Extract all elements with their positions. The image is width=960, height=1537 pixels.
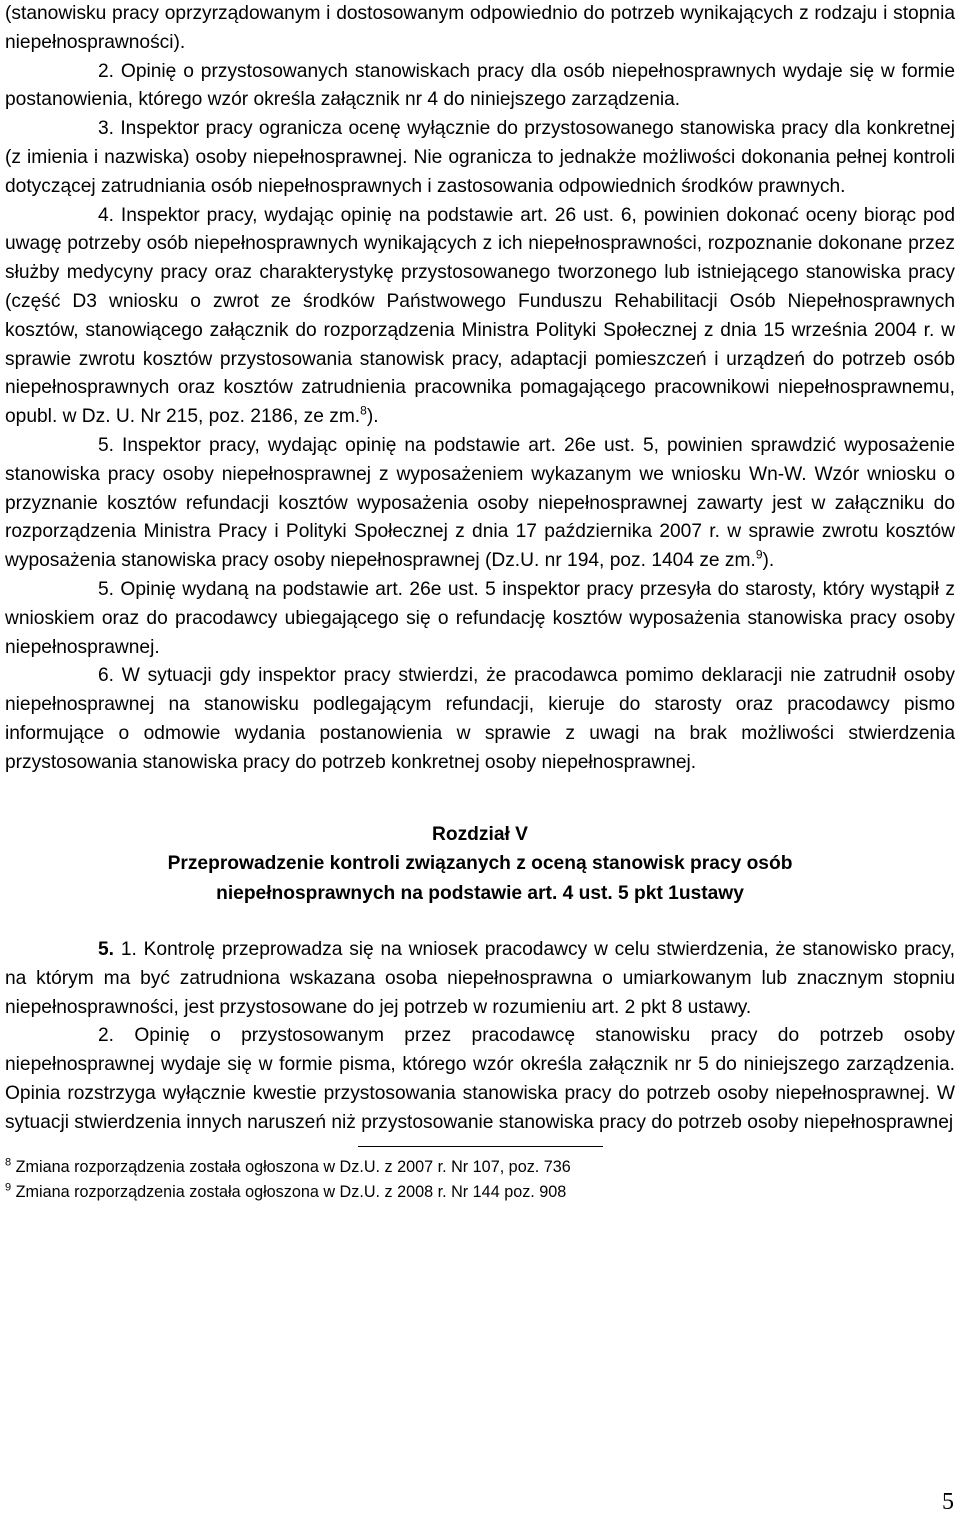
chapter-title-line-1: Przeprowadzenie kontroli związanych z oceną stanowisk pracy osób bbox=[167, 853, 793, 875]
footnote-ref-8: 8 bbox=[360, 403, 367, 418]
paragraph-2: 2. Opinię o przystosowanych stanowiskach pracy dla osób niepełnosprawnych wydaje się w formie postanowienia, którego wzór określa załącznik nr 4 do niniejszego zarządzenia. bbox=[5, 60, 955, 111]
page-number: 5 bbox=[942, 1489, 954, 1515]
paragraph-4 bbox=[5, 202, 955, 432]
footnotes bbox=[5, 1155, 955, 1205]
footnote-number: 8 bbox=[5, 1156, 12, 1169]
footnote-8 bbox=[5, 1155, 955, 1180]
chapter-title-line-2: niepełnosprawnych na podstawie art. 4 ust. 5 pkt 1ustawy bbox=[216, 882, 744, 904]
section-5-number: 5. bbox=[98, 939, 115, 961]
footnote-ref-9: 9 bbox=[755, 547, 763, 562]
paragraph-6: 6. W sytuacji gdy inspektor pracy stwierdzi, że pracodawca pomimo deklaracji nie zatrudnił osoby niepełnosprawnej na stanowisku podlegającym refundacji, kieruje do starosty oraz pracodawcy pismo informujące o odmowie wydania postanowienia w sprawie z uwagi na brak możliwości stwierdzenia przystosowania stanowiska pracy do potrzeb konkretnej osoby niepełnosprawnej. bbox=[5, 665, 955, 773]
paragraph-5a-end: ). bbox=[762, 550, 775, 572]
chapter-label: Rozdział V bbox=[432, 823, 528, 845]
document-page bbox=[5, 0, 955, 1205]
paragraph-continuation: (stanowisku pracy oprzyrządowanym i dostosowanym odpowiednio do potrzeb wynikających z rodzaju i stopnia niepełnosprawności). bbox=[5, 3, 955, 53]
footnote-9 bbox=[5, 1180, 955, 1205]
paragraph-5a-text: 5. Inspektor pracy, wydając opinię na podstawie art. 26e ust. 5, powinien sprawdzić wyposażenie stanowiska pracy osoby niepełnosprawnej z wyposażeniem wykazanym we wniosku Wn-W. Wzór wniosku o przyznanie kosztów refundacji kosztów wyposażenia osoby niepełnosprawnej zawarty jest w załączniku do rozporządzenia Ministra Pracy i Polityki Społecznej z dnia 17 października 2007 r. w sprawie zwrotu kosztów wyposażenia stanowiska pracy osoby niepełnosprawnej (Dz.U. nr 194, poz. 1404 ze zm. bbox=[5, 434, 955, 572]
section-5-paragraph-2: 2. Opinię o przystosowanym przez pracodawcę stanowisku pracy do potrzeb osoby niepełnosprawnej wydaje się w formie pisma, którego wzór określa załącznik nr 5 do niniejszego zarządzenia. Opinia rozstrzyga wyłącznie kwestie przystosowania stanowiska pracy do potrzeb osoby niepełnosprawnej. W sytuacji stwierdzenia innych naruszeń niż przystosowanie stanowiska pracy do potrzeb osoby niepełnosprawnej bbox=[5, 1025, 955, 1133]
footnote-separator bbox=[358, 1146, 603, 1147]
footnote-number: 9 bbox=[5, 1181, 12, 1194]
chapter-heading bbox=[5, 820, 955, 909]
section-5-paragraph-1-text: 1. Kontrolę przeprowadza się na wniosek pracodawcy w celu stwierdzenia, że stanowisko pracy, na którym ma być zatrudniona wskazana osoba niepełnosprawna o umiarkowanym lub znacznym stopniu niepełnosprawności, jest przystosowane do jej potrzeb w rozumieniu art. 2 pkt 8 ustawy. bbox=[5, 939, 955, 1018]
footnote-text: Zmiana rozporządzenia została ogłoszona w Dz.U. z 2008 r. Nr 144 poz. 908 bbox=[15, 1182, 567, 1201]
footnote-text: Zmiana rozporządzenia została ogłoszona w Dz.U. z 2007 r. Nr 107, poz. 736 bbox=[15, 1157, 571, 1176]
paragraph-5a bbox=[5, 432, 955, 576]
section-5-paragraph-1 bbox=[5, 936, 955, 1022]
paragraph-4-end: ). bbox=[366, 406, 379, 428]
paragraph-3: 3. Inspektor pracy ogranicza ocenę wyłącznie do przystosowanego stanowiska pracy dla konkretnej (z imienia i nazwiska) osoby niepełnosprawnej. Nie ogranicza to jednakże możliwości dokonania pełnej kontroli dotyczącej zatrudniania osób niepełnosprawnych i zastosowania odpowiednich środków prawnych. bbox=[5, 118, 955, 197]
paragraph-4-text: 4. Inspektor pracy, wydając opinię na podstawie art. 26 ust. 6, powinien dokonać oceny biorąc pod uwagę potrzeby osób niepełnosprawnych wynikających z ich niepełnosprawności, rozpoznanie dokonane przez służby medycyny pracy oraz charakterystykę przystosowanego tworzonego lub istniejącego stanowiska pracy (część D3 wniosku o zwrot ze środków Państwowego Funduszu Rehabilitacji Osób Niepełnosprawnych kosztów, stanowiącego załącznik do rozporządzenia Ministra Polityki Społecznej z dnia 15 września 2004 r. w sprawie zwrotu kosztów przystosowania stanowisk pracy, adaptacji pomieszczeń i urządzeń do potrzeb osób niepełnosprawnych oraz kosztów zatrudnienia pracownika pomagającego pracownikowi niepełnosprawnemu, opubl. w Dz. U. Nr 215, poz. 2186, ze zm. bbox=[5, 204, 955, 428]
paragraph-5b: 5. Opinię wydaną na podstawie art. 26e ust. 5 inspektor pracy przesyła do starosty, który wystąpił z wnioskiem oraz do pracodawcy ubiegającego się o refundację kosztów wyposażenia stanowiska pracy osoby niepełnosprawnej. bbox=[5, 578, 955, 658]
